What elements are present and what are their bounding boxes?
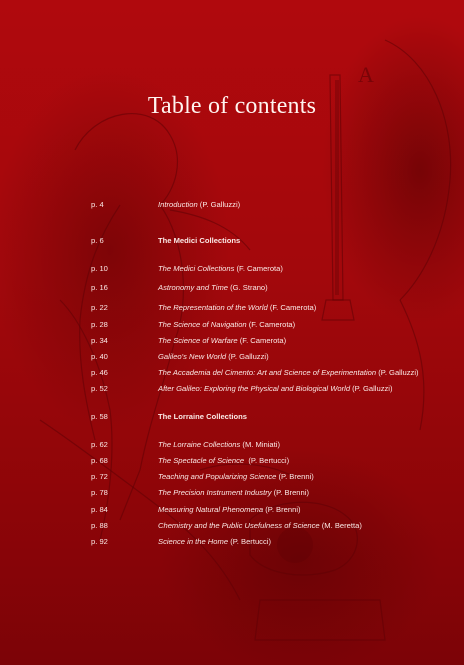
- toc-row: [0, 382, 464, 396]
- toc-entry-author: (F. Camerota): [237, 336, 287, 345]
- toc-page-number: p. 92: [91, 537, 108, 546]
- toc-page-number: p. 28: [91, 320, 108, 329]
- toc-entry-author: (P. Brenni): [263, 505, 301, 514]
- toc-entry-title: The Lorraine Collections: [158, 412, 248, 421]
- toc-page-number: p. 72: [91, 472, 108, 481]
- toc-row: [0, 366, 464, 380]
- toc-page-number: p. 40: [91, 352, 108, 361]
- toc-entry-author: (F. Camerota): [267, 303, 317, 312]
- toc-entry-author: (P. Galluzzi): [350, 384, 393, 393]
- toc-row: [0, 318, 464, 332]
- toc-entry-author: (F. Camerota): [234, 264, 283, 273]
- toc-row: [0, 486, 464, 500]
- toc-entry: [158, 410, 247, 424]
- toc-section-row: [0, 410, 464, 424]
- toc-entry-title: After Galileo: Exploring the Physical and Biological World: [158, 384, 351, 393]
- toc-page-number: p. 62: [91, 440, 108, 449]
- toc-entry: [158, 262, 283, 276]
- toc-entry: [158, 334, 286, 348]
- toc-entry-author: (P. Galluzzi): [376, 368, 419, 377]
- toc-page-number: p. 4: [91, 200, 104, 209]
- toc-page-number: p. 10: [91, 264, 108, 273]
- toc-entry-author: (M. Beretta): [319, 521, 362, 530]
- toc-entry-title: The Precision Instrument Industry: [158, 488, 272, 497]
- toc-entry-title: Astronomy and Time: [158, 283, 228, 292]
- toc-entry-title: Introduction: [158, 200, 198, 209]
- toc-entry-author: (P. Bertucci): [244, 456, 290, 465]
- toc-entry-title: The Medici Collections: [158, 264, 235, 273]
- toc-entry-author: (P. Galluzzi): [226, 352, 269, 361]
- toc-page-number: p. 88: [91, 521, 108, 530]
- toc-entry-title: The Accademia del Cimento: Art and Science of Experimentation: [158, 368, 377, 377]
- toc-entry: [158, 470, 314, 484]
- toc-row: [0, 454, 464, 468]
- toc-section-row: [0, 234, 464, 248]
- toc-entry-title: Galileo's New World: [158, 352, 227, 361]
- toc-entry: [158, 366, 419, 380]
- toc-page-number: p. 78: [91, 488, 108, 497]
- toc-row: [0, 519, 464, 533]
- toc-row: [0, 198, 464, 212]
- toc-entry-title: Measuring Natural Phenomena: [158, 505, 264, 514]
- toc-page-number: p. 22: [91, 303, 108, 312]
- toc-entry: [158, 486, 309, 500]
- toc-entry-title: Science in the Home: [158, 537, 229, 546]
- toc-row: [0, 503, 464, 517]
- toc-entry-author: (P. Bertucci): [228, 537, 271, 546]
- toc-row: [0, 281, 464, 295]
- toc-entry: [158, 454, 289, 468]
- page-title: Table of contents: [147, 93, 317, 119]
- toc-entry: [158, 281, 268, 295]
- toc-page-number: p. 84: [91, 505, 108, 514]
- toc-entry-author: (P. Brenni): [271, 488, 309, 497]
- toc-entry-author: (P. Brenni): [276, 472, 314, 481]
- toc-entry: [158, 301, 316, 315]
- toc-page-number: p. 34: [91, 336, 108, 345]
- svg-text:A: A: [358, 62, 374, 87]
- toc-entry-title: The Medici Collections: [158, 236, 241, 245]
- toc-page-number: p. 68: [91, 456, 108, 465]
- toc-entry: [158, 503, 301, 517]
- toc-entry-author: (P. Galluzzi): [197, 200, 241, 209]
- toc-entry: [158, 382, 393, 396]
- toc-page-number: p. 6: [91, 236, 104, 245]
- toc-row: [0, 350, 464, 364]
- toc-entry: [158, 318, 295, 332]
- toc-page-number: p. 46: [91, 368, 108, 377]
- toc-entry-author: (M. Miniati): [240, 440, 280, 449]
- toc-entry-title: Teaching and Popularizing Science: [158, 472, 277, 481]
- toc-entry-title: Chemistry and the Public Usefulness of Science: [158, 521, 320, 530]
- toc-entry-title: The Lorraine Collections: [158, 440, 241, 449]
- toc-entry-title: The Science of Navigation: [158, 320, 247, 329]
- toc-entry: [158, 535, 271, 549]
- toc-row: [0, 262, 464, 276]
- toc-entry: [158, 198, 240, 212]
- toc-entry-title: The Representation of the World: [158, 303, 268, 312]
- toc-entry-author: (G. Strano): [228, 283, 268, 292]
- toc-row: [0, 470, 464, 484]
- toc-page-number: p. 58: [91, 412, 108, 421]
- toc-page-number: p. 16: [91, 283, 108, 292]
- toc-entry-title: The Spectacle of Science: [158, 456, 245, 465]
- toc-entry: [158, 350, 269, 364]
- toc-entry-title: The Science of Warfare: [158, 336, 238, 345]
- toc-entry-author: (F. Camerota): [246, 320, 296, 329]
- toc-entry: [158, 234, 240, 248]
- toc-row: [0, 301, 464, 315]
- toc-row: [0, 535, 464, 549]
- toc-row: [0, 334, 464, 348]
- toc-row: [0, 438, 464, 452]
- toc-entry: [158, 519, 362, 533]
- toc-entry: [158, 438, 280, 452]
- toc-page-number: p. 52: [91, 384, 108, 393]
